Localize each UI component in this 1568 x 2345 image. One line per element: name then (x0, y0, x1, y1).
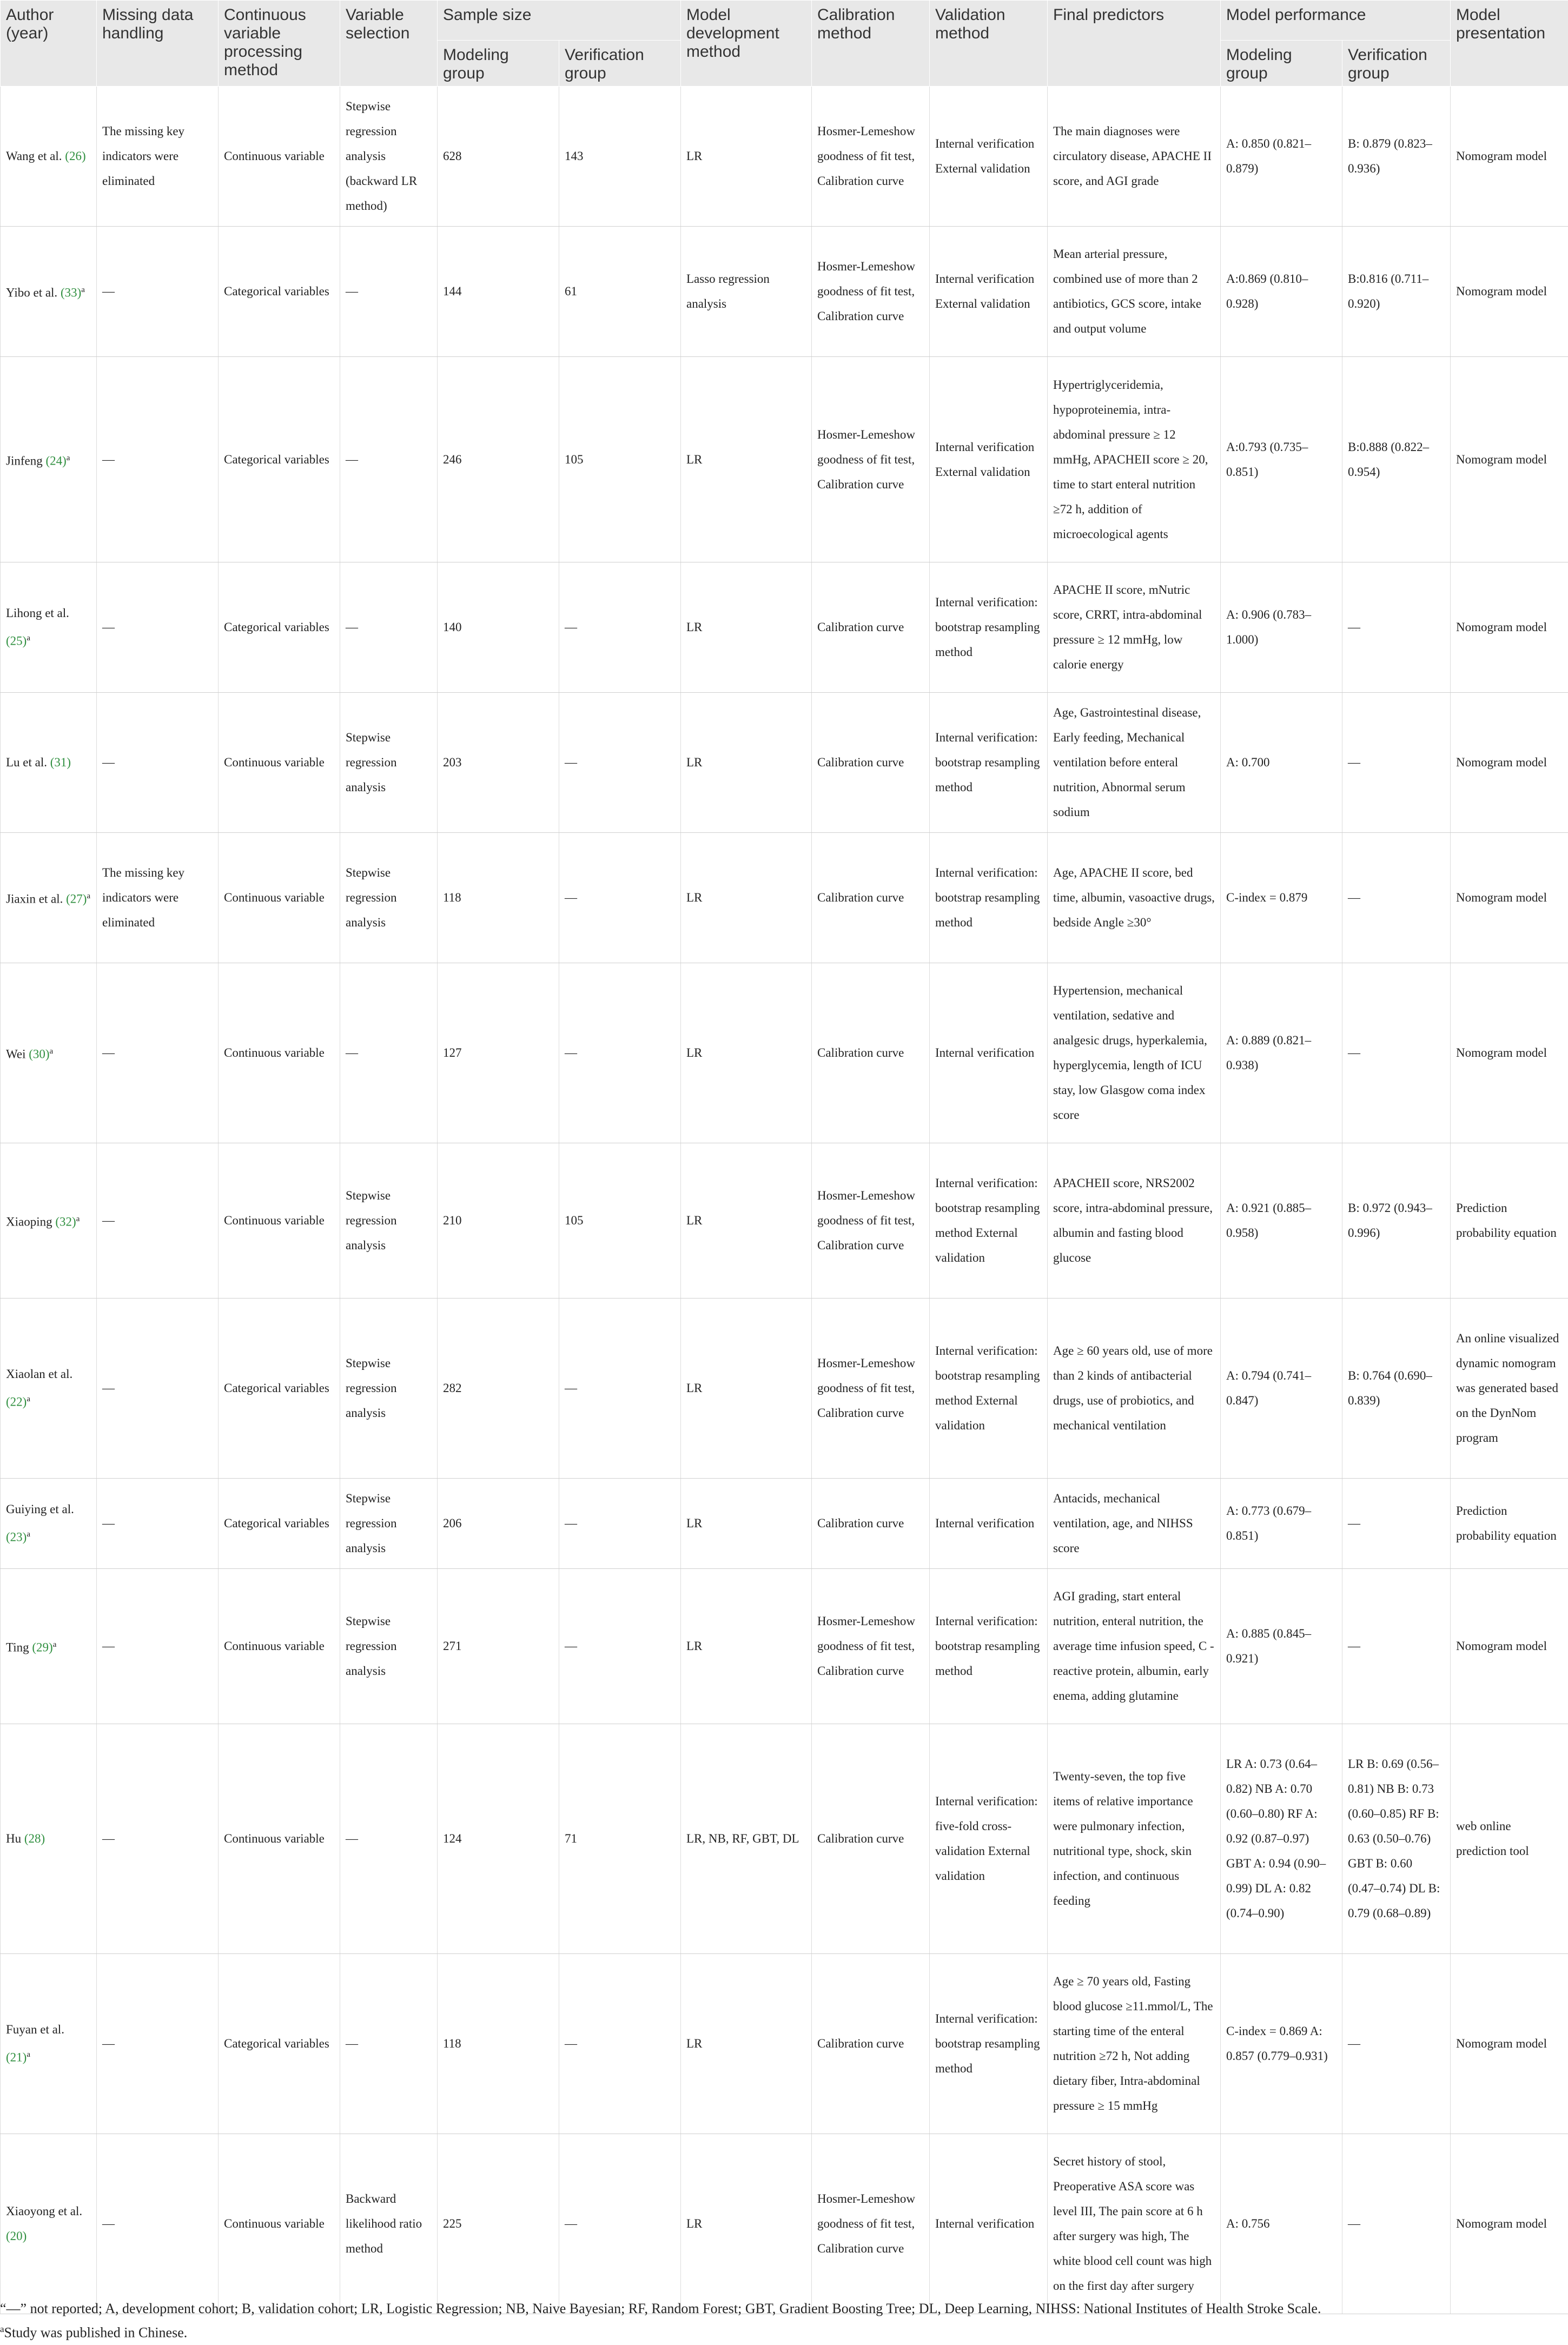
cell-verification-n: 105 (559, 357, 681, 562)
chinese-study-mark: a (49, 1047, 54, 1056)
cell-perf-verification: B:0.816 (0.711–0.920) (1342, 227, 1451, 357)
cell-modeling-n: 225 (438, 2134, 559, 2314)
cell-modeling-n: 118 (438, 833, 559, 963)
author-name: Yibo et al. (6, 286, 58, 300)
reference-link[interactable]: (24) (45, 454, 67, 468)
cell-author (1, 963, 97, 1143)
chinese-study-mark: a (52, 1640, 57, 1650)
cell-continuous-variable: Continuous variable (219, 693, 340, 833)
cell-model-presentation: Nomogram model (1451, 227, 1568, 357)
reference-link[interactable]: (32) (55, 1215, 76, 1229)
cell-development-method: LR (681, 693, 812, 833)
cell-verification-n: — (559, 1479, 681, 1569)
table-row (1, 227, 1568, 357)
cell-calibration-method: Calibration curve (812, 833, 930, 963)
reference-link[interactable]: (25) (6, 634, 27, 648)
cell-variable-selection: Stepwise regression analysis (340, 693, 438, 833)
cell-model-presentation: Nomogram model (1451, 357, 1568, 562)
cell-continuous-variable: Categorical variables (219, 227, 340, 357)
author-name: Lu et al. (6, 756, 47, 769)
cell-variable-selection: Stepwise regression analysis (340, 1479, 438, 1569)
cell-perf-modeling: A: 0.921 (0.885–0.958) (1221, 1143, 1342, 1299)
cell-development-method: LR (681, 963, 812, 1143)
author-name: Xiaoping (6, 1215, 52, 1229)
cell-verification-n: — (559, 1954, 681, 2134)
cell-perf-modeling: A: 0.756 (1221, 2134, 1342, 2314)
reference-link[interactable]: (26) (65, 149, 86, 163)
cell-final-predictors: Mean arterial pressure, combined use of more than 2 antibiotics, GCS score, intake and output volume (1048, 227, 1221, 357)
cell-development-method: LR (681, 833, 812, 963)
cell-continuous-variable: Categorical variables (219, 562, 340, 693)
cell-development-method: LR (681, 2134, 812, 2314)
table-row (1, 87, 1568, 227)
table-footnotes (0, 2298, 1568, 2343)
cell-validation-method: Internal verification (930, 2134, 1048, 2314)
cell-calibration-method: Hosmer-Lemeshow goodness of fit test, Calibration curve (812, 1299, 930, 1479)
cell-continuous-variable: Continuous variable (219, 963, 340, 1143)
cell-author (1, 833, 97, 963)
cell-modeling-n: 203 (438, 693, 559, 833)
cell-verification-n: — (559, 963, 681, 1143)
cell-validation-method: Internal verification: bootstrap resampling method External validation (930, 1143, 1048, 1299)
cell-perf-modeling: A: 0.773 (0.679–0.851) (1221, 1479, 1342, 1569)
author-name: Xiaolan et al. (6, 1367, 73, 1381)
cell-missing-data: The missing key indicators were eliminated (97, 833, 219, 963)
cell-author (1, 562, 97, 693)
cell-verification-n: 143 (559, 87, 681, 227)
cell-modeling-n: 282 (438, 1299, 559, 1479)
cell-calibration-method: Hosmer-Lemeshow goodness of fit test, Calibration curve (812, 357, 930, 562)
chinese-study-mark: a (27, 2050, 30, 2059)
reference-link[interactable]: (30) (29, 1047, 50, 1061)
table-row (1, 1569, 1568, 1724)
cell-author (1, 1143, 97, 1299)
cell-author (1, 1569, 97, 1724)
cell-development-method: LR (681, 1299, 812, 1479)
cell-missing-data: — (97, 1724, 219, 1954)
cell-variable-selection: Backward likelihood ratio method (340, 2134, 438, 2314)
cell-validation-method: Internal verification External validation (930, 227, 1048, 357)
cell-missing-data: — (97, 562, 219, 693)
cell-model-presentation: Nomogram model (1451, 562, 1568, 693)
cell-model-presentation: web online prediction tool (1451, 1724, 1568, 1954)
cell-variable-selection: Stepwise regression analysis (340, 1569, 438, 1724)
cell-calibration-method: Calibration curve (812, 1954, 930, 2134)
cell-calibration-method: Hosmer-Lemeshow goodness of fit test, Calibration curve (812, 2134, 930, 2314)
cell-continuous-variable: Continuous variable (219, 1569, 340, 1724)
cell-model-presentation: An online visualized dynamic nomogram was generated based on the DynNom program (1451, 1299, 1568, 1479)
cell-perf-modeling: A: 0.889 (0.821–0.938) (1221, 963, 1342, 1143)
cell-development-method: LR (681, 1569, 812, 1724)
cell-final-predictors: Hypertension, mechanical ventilation, sedative and analgesic drugs, hyperkalemia, hyperglycemia, length of ICU stay, low Glasgow coma index score (1048, 963, 1221, 1143)
cell-perf-verification: — (1342, 693, 1451, 833)
author-name: Hu (6, 1832, 22, 1845)
cell-calibration-method: Calibration curve (812, 963, 930, 1143)
cell-perf-verification: B:0.888 (0.822–0.954) (1342, 357, 1451, 562)
table-row (1, 693, 1568, 833)
cell-perf-verification: — (1342, 562, 1451, 693)
cell-continuous-variable: Categorical variables (219, 357, 340, 562)
header-model-performance: Model performance (1221, 1, 1451, 41)
cell-missing-data: — (97, 1569, 219, 1724)
cell-validation-method: Internal verification: bootstrap resampling method (930, 1954, 1048, 2134)
cell-development-method: LR (681, 1479, 812, 1569)
cell-author (1, 87, 97, 227)
reference-link[interactable]: (31) (50, 756, 71, 769)
cell-modeling-n: 144 (438, 227, 559, 357)
author-name: Wei (6, 1047, 26, 1061)
cell-model-presentation: Nomogram model (1451, 833, 1568, 963)
cell-verification-n: — (559, 562, 681, 693)
cell-variable-selection: — (340, 1954, 438, 2134)
header-sample-size: Sample size (438, 1, 681, 41)
cell-missing-data: — (97, 1479, 219, 1569)
cell-development-method: LR (681, 1954, 812, 2134)
cell-author (1, 2134, 97, 2314)
cell-perf-modeling: A: 0.885 (0.845–0.921) (1221, 1569, 1342, 1724)
chinese-study-mark: a (27, 1395, 30, 1404)
cell-missing-data: — (97, 1143, 219, 1299)
cell-verification-n: — (559, 2134, 681, 2314)
cell-variable-selection: — (340, 1724, 438, 1954)
cell-final-predictors: Twenty-seven, the top five items of relative importance were pulmonary infection, nutritional type, shock, skin infection, and continuous feeding (1048, 1724, 1221, 1954)
cell-modeling-n: 127 (438, 963, 559, 1143)
cell-author (1, 1479, 97, 1569)
chinese-study-mark: a (76, 1215, 80, 1224)
header-continuous-variable: Continuous variable processing method (219, 1, 340, 87)
header-validation-method: Validation method (930, 1, 1048, 87)
cell-validation-method: Internal verification (930, 963, 1048, 1143)
cell-missing-data: — (97, 1299, 219, 1479)
cell-continuous-variable: Continuous variable (219, 2134, 340, 2314)
cell-perf-verification: — (1342, 2134, 1451, 2314)
cell-development-method: LR (681, 562, 812, 693)
author-name: Jinfeng (6, 454, 43, 468)
chinese-study-mark: a (81, 286, 85, 295)
cell-modeling-n: 118 (438, 1954, 559, 2134)
cell-author (1, 693, 97, 833)
cell-development-method: LR (681, 357, 812, 562)
cell-modeling-n: 206 (438, 1479, 559, 1569)
chinese-study-mark: a (27, 634, 30, 643)
cell-development-method: LR, NB, RF, GBT, DL (681, 1724, 812, 1954)
cell-author (1, 1299, 97, 1479)
cell-variable-selection: Stepwise regression analysis (340, 1299, 438, 1479)
author-name: Guiying et al. (6, 1502, 74, 1516)
reference-link[interactable]: (33) (60, 286, 82, 300)
cell-verification-n: 105 (559, 1143, 681, 1299)
cell-variable-selection: — (340, 227, 438, 357)
cell-verification-n: 61 (559, 227, 681, 357)
cell-perf-verification: B: 0.879 (0.823–0.936) (1342, 87, 1451, 227)
chinese-study-mark: a (87, 892, 91, 901)
author-name: Fuyan et al. (6, 2023, 64, 2037)
cell-model-presentation: Nomogram model (1451, 1954, 1568, 2134)
cell-final-predictors: AGI grading, start enteral nutrition, enteral nutrition, the average time infusion speed, C - reactive protein, albumin, early enema, adding glutamine (1048, 1569, 1221, 1724)
cell-model-presentation: Prediction probability equation (1451, 1479, 1568, 1569)
cell-perf-modeling: C-index = 0.879 (1221, 833, 1342, 963)
cell-continuous-variable: Continuous variable (219, 1724, 340, 1954)
cell-final-predictors: Secret history of stool, Preoperative ASA score was level III, The pain score at 6 h after surgery was high, The white blood cell count was high on the first day after surgery (1048, 2134, 1221, 2314)
chinese-study-mark: a (27, 1530, 30, 1539)
cell-verification-n: — (559, 693, 681, 833)
cell-model-presentation: Nomogram model (1451, 693, 1568, 833)
cell-verification-n: — (559, 1299, 681, 1479)
cell-missing-data: The missing key indicators were eliminated (97, 87, 219, 227)
cell-perf-verification: — (1342, 1954, 1451, 2134)
cell-model-presentation: Prediction probability equation (1451, 1143, 1568, 1299)
cell-validation-method: Internal verification External validation (930, 87, 1048, 227)
cell-continuous-variable: Continuous variable (219, 1143, 340, 1299)
cell-missing-data: — (97, 963, 219, 1143)
header-missing-data: Missing data handling (97, 1, 219, 87)
cell-model-presentation: Nomogram model (1451, 2134, 1568, 2314)
table-row (1, 357, 1568, 562)
cell-perf-modeling: A: 0.700 (1221, 693, 1342, 833)
cell-continuous-variable: Continuous variable (219, 833, 340, 963)
reference-link[interactable]: (28) (24, 1832, 45, 1845)
cell-perf-modeling: A: 0.794 (0.741–0.847) (1221, 1299, 1342, 1479)
footnote-mark: a (0, 2324, 4, 2334)
cell-calibration-method: Hosmer-Lemeshow goodness of fit test, Calibration curve (812, 227, 930, 357)
footnote-abbreviations: “—” not reported; A, development cohort; B, validation cohort; LR, Logistic Regression; NB, Naive Bayesian; RF, Random Forest; GBT, Gradient Boosting Tree; DL, Deep Learning, NIHSS: National Institutes of Health Stroke Scale. (0, 2301, 1321, 2316)
cell-final-predictors: Age ≥ 60 years old, use of more than 2 kinds of antibacterial drugs, use of probiotics, and mechanical ventilation (1048, 1299, 1221, 1479)
cell-author (1, 227, 97, 357)
reference-link[interactable]: (23) (6, 1530, 27, 1544)
cell-calibration-method: Calibration curve (812, 693, 930, 833)
cell-final-predictors: APACHE II score, mNutric score, CRRT, intra-abdominal pressure ≥ 12 mmHg, low calorie energy (1048, 562, 1221, 693)
cell-continuous-variable: Continuous variable (219, 87, 340, 227)
author-name: Lihong et al. (6, 606, 69, 620)
cell-continuous-variable: Categorical variables (219, 1479, 340, 1569)
table-row (1, 562, 1568, 693)
cell-author (1, 1724, 97, 1954)
cell-perf-verification: — (1342, 833, 1451, 963)
header-calibration-method: Calibration method (812, 1, 930, 87)
cell-final-predictors: The main diagnoses were circulatory disease, APACHE II score, and AGI grade (1048, 87, 1221, 227)
cell-perf-verification: B: 0.972 (0.943–0.996) (1342, 1143, 1451, 1299)
cell-calibration-method: Hosmer-Lemeshow goodness of fit test, Calibration curve (812, 1143, 930, 1299)
header-development-method: Model development method (681, 1, 812, 87)
header-perf-verification-group: Verification group (1342, 41, 1451, 87)
cell-variable-selection: Stepwise regression analysis (340, 1143, 438, 1299)
author-name: Wang et al. (6, 149, 62, 163)
cell-missing-data: — (97, 693, 219, 833)
cell-variable-selection: Stepwise regression analysis (backward LR method) (340, 87, 438, 227)
cell-missing-data: — (97, 2134, 219, 2314)
cell-perf-modeling: A:0.869 (0.810–0.928) (1221, 227, 1342, 357)
cell-validation-method: Internal verification External validation (930, 357, 1048, 562)
cell-verification-n: — (559, 1569, 681, 1724)
cell-modeling-n: 124 (438, 1724, 559, 1954)
cell-perf-verification: B: 0.764 (0.690–0.839) (1342, 1299, 1451, 1479)
cell-calibration-method: Calibration curve (812, 1724, 930, 1954)
cell-perf-verification: — (1342, 1569, 1451, 1724)
cell-validation-method: Internal verification: bootstrap resampling method (930, 833, 1048, 963)
cell-perf-verification: — (1342, 1479, 1451, 1569)
cell-variable-selection: Stepwise regression analysis (340, 833, 438, 963)
table-row (1, 1299, 1568, 1479)
cell-final-predictors: Hypertriglyceridemia, hypoproteinemia, intra-abdominal pressure ≥ 12 mmHg, APACHEII score ≥ 20, time to start enteral nutrition ≥72 h, addition of microecological agents (1048, 357, 1221, 562)
table-row (1, 1143, 1568, 1299)
cell-perf-verification: LR B: 0.69 (0.56–0.81) NB B: 0.73 (0.60–0.85) RF B: 0.63 (0.50–0.76) GBT B: 0.60 (0.47–0.74) DL B: 0.79 (0.68–0.89) (1342, 1724, 1451, 1954)
reference-link[interactable]: (27) (66, 892, 87, 906)
cell-final-predictors: Age ≥ 70 years old, Fasting blood glucose ≥11.mmol/L, The starting time of the enteral nutrition ≥72 h, Not adding dietary fiber, Intra-abdominal pressure ≥ 15 mmHg (1048, 1954, 1221, 2134)
footnote-chinese-studies (0, 2319, 1568, 2343)
cell-continuous-variable: Categorical variables (219, 1954, 340, 2134)
cell-calibration-method: Calibration curve (812, 1479, 930, 1569)
cell-calibration-method: Hosmer-Lemeshow goodness of fit test, Calibration curve (812, 87, 930, 227)
header-model-presentation: Model presentation (1451, 1, 1568, 87)
cell-variable-selection: — (340, 963, 438, 1143)
cell-calibration-method: Calibration curve (812, 562, 930, 693)
cell-final-predictors: Age, Gastrointestinal disease, Early feeding, Mechanical ventilation before enteral nutrition, Abnormal serum sodium (1048, 693, 1221, 833)
cell-modeling-n: 140 (438, 562, 559, 693)
cell-model-presentation: Nomogram model (1451, 963, 1568, 1143)
cell-modeling-n: 246 (438, 357, 559, 562)
cell-perf-modeling: A: 0.850 (0.821–0.879) (1221, 87, 1342, 227)
cell-final-predictors: Age, APACHE II score, bed time, albumin, vasoactive drugs, bedside Angle ≥30° (1048, 833, 1221, 963)
cell-model-presentation: Nomogram model (1451, 1569, 1568, 1724)
cell-variable-selection: — (340, 562, 438, 693)
cell-modeling-n: 628 (438, 87, 559, 227)
reference-link[interactable]: (29) (32, 1640, 53, 1654)
table-row (1, 1724, 1568, 1954)
cell-variable-selection: — (340, 357, 438, 562)
cell-perf-modeling: A:0.793 (0.735–0.851) (1221, 357, 1342, 562)
author-name: Ting (6, 1640, 29, 1654)
cell-perf-modeling: C-index = 0.869 A: 0.857 (0.779–0.931) (1221, 1954, 1342, 2134)
cell-final-predictors: APACHEII score, NRS2002 score, intra-abdominal pressure, albumin and fasting blood glucose (1048, 1143, 1221, 1299)
cell-validation-method: Internal verification (930, 1479, 1048, 1569)
cell-verification-n: 71 (559, 1724, 681, 1954)
header-verification-group: Verification group (559, 41, 681, 87)
cell-verification-n: — (559, 833, 681, 963)
cell-missing-data: — (97, 227, 219, 357)
cell-perf-modeling: LR A: 0.73 (0.64–0.82) NB A: 0.70 (0.60–0.80) RF A: 0.92 (0.87–0.97) GBT A: 0.94 (0.90–0.99) DL A: 0.82 (0.74–0.90) (1221, 1724, 1342, 1954)
cell-perf-modeling: A: 0.906 (0.783–1.000) (1221, 562, 1342, 693)
cell-calibration-method: Hosmer-Lemeshow goodness of fit test, Calibration curve (812, 1569, 930, 1724)
cell-modeling-n: 210 (438, 1143, 559, 1299)
cell-validation-method: Internal verification: bootstrap resampling method (930, 562, 1048, 693)
cell-development-method: LR (681, 1143, 812, 1299)
cell-perf-verification: — (1342, 963, 1451, 1143)
table-row (1, 1479, 1568, 1569)
reference-link[interactable]: (21) (6, 2050, 27, 2064)
table-row (1, 2134, 1568, 2314)
cell-missing-data: — (97, 1954, 219, 2134)
cell-modeling-n: 271 (438, 1569, 559, 1724)
reference-link[interactable]: (20) (6, 2229, 27, 2243)
author-name: Xiaoyong et al. (6, 2204, 83, 2218)
cell-validation-method: Internal verification: five-fold cross-validation External validation (930, 1724, 1048, 1954)
header-modeling-group: Modeling group (438, 41, 559, 87)
reference-link[interactable]: (22) (6, 1395, 27, 1409)
cell-model-presentation: Nomogram model (1451, 87, 1568, 227)
cell-validation-method: Internal verification: bootstrap resampling method (930, 1569, 1048, 1724)
cell-author (1, 1954, 97, 2134)
table-row (1, 1954, 1568, 2134)
cell-final-predictors: Antacids, mechanical ventilation, age, and NIHSS score (1048, 1479, 1221, 1569)
cell-development-method: Lasso regression analysis (681, 227, 812, 357)
cell-validation-method: Internal verification: bootstrap resampling method External validation (930, 1299, 1048, 1479)
header-final-predictors: Final predictors (1048, 1, 1221, 87)
header-variable-selection: Variable selection (340, 1, 438, 87)
cell-continuous-variable: Categorical variables (219, 1299, 340, 1479)
author-name: Jiaxin et al. (6, 892, 63, 906)
cell-missing-data: — (97, 357, 219, 562)
cell-validation-method: Internal verification: bootstrap resampling method (930, 693, 1048, 833)
table-row (1, 833, 1568, 963)
header-author: Author (year) (1, 1, 97, 87)
table-row (1, 963, 1568, 1143)
cell-author (1, 357, 97, 562)
header-perf-modeling-group: Modeling group (1221, 41, 1342, 87)
cell-development-method: LR (681, 87, 812, 227)
footnote-chinese-text: Study was published in Chinese. (4, 2324, 188, 2341)
chinese-study-mark: a (66, 453, 70, 462)
